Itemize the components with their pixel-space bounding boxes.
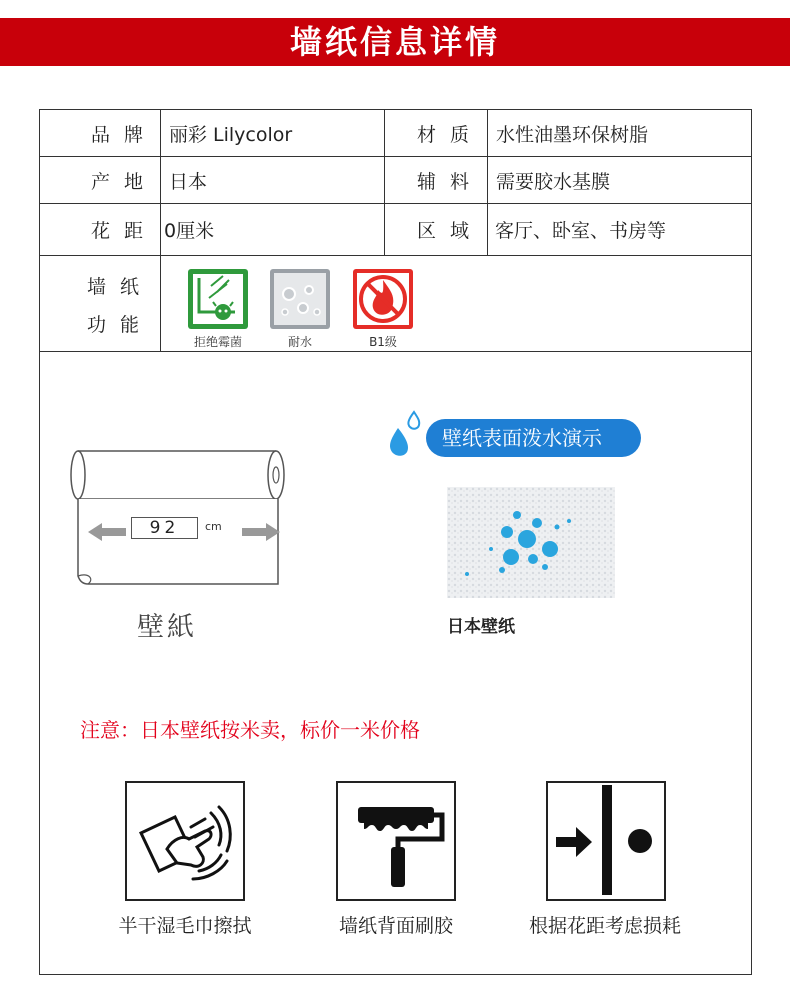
pricing-note: 注意：日本壁纸按米卖，标价一米价格 [80,718,420,742]
water-drop-icon [386,410,426,458]
antimold-feature [187,268,249,350]
paint-roller-icon [338,783,454,899]
repeat-step [546,781,666,901]
function-label-line1: 墙 纸 [86,276,143,298]
page-title: 墙纸信息详情 [289,23,500,61]
roll-width-value: 92 [131,517,198,539]
no-fire-icon [352,268,414,330]
function-row [39,256,752,352]
area-value: 客厅、卧室、书房等 [488,204,752,256]
table-row [40,110,752,157]
splash-demo-title: 壁纸表面泼水演示 [426,419,641,457]
brand-value: 丽彩 Lilycolor [161,110,385,157]
splash-photo [447,487,615,598]
title-banner [0,18,790,66]
roll-width-unit: cm [205,520,222,533]
repeat-value: 0厘米 [161,204,385,256]
glue-step-caption: 墙纸背面刷胶 [338,915,453,937]
origin-label: 产 地 [40,157,161,204]
material-label: 材 质 [385,110,488,157]
antimold-caption: 拒绝霉菌 [193,335,242,349]
material-value: 水性油墨环保树脂 [488,110,752,157]
antimold-icon [187,268,249,330]
repeat-label: 花 距 [40,204,161,256]
table-row [40,157,752,204]
brand-label: 品 牌 [40,110,161,157]
fire-rating-feature [352,268,414,350]
spec-table [39,109,752,256]
area-label: 区 域 [385,204,488,256]
wipe-step-caption: 半干湿毛巾擦拭 [118,915,252,937]
aux-label: 辅 料 [385,157,488,204]
function-label [40,256,161,351]
pattern-repeat-icon [548,783,664,899]
repeat-step-caption: 根据花距考虑损耗 [528,915,681,937]
wipe-step [125,781,245,901]
wipe-towel-icon [127,783,243,899]
fire-rating-caption: B1级 [369,335,397,349]
aux-value: 需要胶水基膜 [488,157,752,204]
waterproof-caption: 耐水 [287,335,312,349]
splash-caption: 日本壁纸 [447,617,515,637]
table-row [40,204,752,256]
roll-caption: 壁紙 [137,612,197,643]
function-label-line2: 功 能 [86,314,143,336]
glue-step [336,781,456,901]
origin-value: 日本 [161,157,385,204]
waterproof-feature [269,268,331,350]
water-drops-icon [269,268,331,330]
